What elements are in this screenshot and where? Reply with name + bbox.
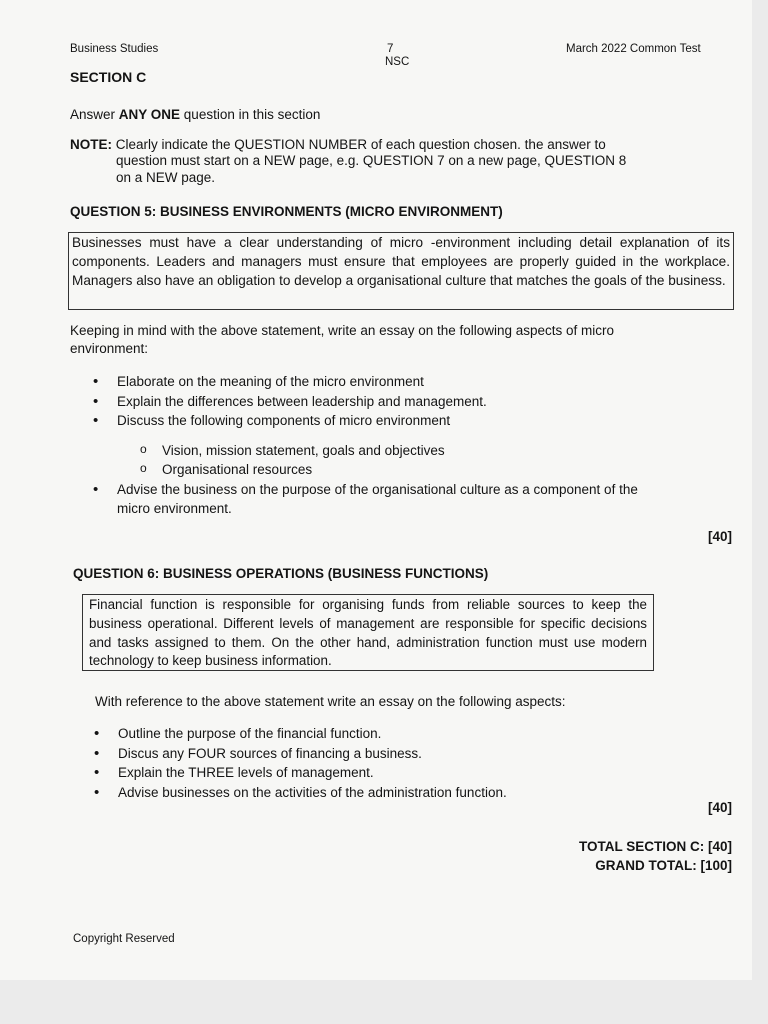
header-subject: Business Studies (70, 43, 159, 55)
instruction-prefix: Answer (70, 107, 119, 122)
header-page-number: 7 (387, 43, 394, 55)
q6-title: QUESTION 6: BUSINESS OPERATIONS (BUSINESS FUNCTIONS) (73, 566, 489, 581)
q6-marks: [40] (707, 800, 732, 815)
q6-bullet-2: • Discus any FOUR sources of financing a business. (118, 744, 507, 764)
q5-title: QUESTION 5: BUSINESS ENVIRONMENTS (MICRO ENVIRONMENT) (70, 204, 503, 219)
q5-last-bullet (117, 480, 638, 518)
q5-bullet-1: • Elaborate on the meaning of the micro environment (117, 372, 487, 392)
note-label: NOTE: (70, 137, 112, 152)
q5-bullet-4-line-2: micro environment. (117, 501, 232, 516)
q6-intro: With reference to the above statement write an essay on the following aspects: (95, 694, 566, 709)
q6-bullet-4: • Advise businesses on the activities of the administration function. (118, 783, 507, 803)
q5-bullet-list (117, 372, 487, 431)
header-nsc: NSC (385, 56, 410, 68)
q6-bullet-list (118, 724, 507, 802)
q5-bullet-4-line-1: • Advise the business on the purpose of the organisational culture as a component of the (117, 480, 638, 499)
q6-statement-text: Financial function is responsible for organising funds from reliable sources to keep the business operational. Different levels of management are responsible for specific decisions and tasks assigned to them. On the other hand, administration function must use modern technology to keep business information. (89, 597, 647, 669)
q5-statement-text: Businesses must have a clear understanding of micro -environment including detail explanation of its components. Leaders and managers must ensure that employees are properly guided in the workplace. Managers also have an obligation to develop a organisational culture that matches the goals of the business. (72, 235, 730, 288)
note-line-3: on a NEW page. (116, 170, 216, 185)
note-line-2: question must start on a NEW page, e.g. QUESTION 7 on a new page, QUESTION 8 (116, 153, 627, 168)
q6-bullet-1: • Outline the purpose of the financial function. (118, 724, 507, 744)
header-exam-date: March 2022 Common Test (566, 43, 701, 55)
q5-intro-line-2: environment: (70, 341, 149, 356)
total-section-c: TOTAL SECTION C: [40] (578, 839, 732, 854)
q6-bullet-3: • Explain the THREE levels of management. (118, 763, 507, 783)
instruction-suffix: question in this section (180, 107, 321, 122)
q5-sub-bullet-1: o Vision, mission statement, goals and objectives (162, 441, 445, 460)
instruction-line (70, 107, 320, 122)
q6-statement-box (82, 594, 654, 671)
q5-statement-box (68, 232, 734, 310)
grand-total: GRAND TOTAL: [100] (595, 858, 732, 873)
q5-sub-bullet-2: o Organisational resources (162, 460, 445, 479)
footer-copyright: Copyright Reserved (73, 933, 175, 945)
section-title: SECTION C (70, 69, 147, 85)
note-text-1: Clearly indicate the QUESTION NUMBER of each question chosen. the answer to (112, 137, 606, 152)
q5-marks: [40] (707, 529, 732, 544)
instruction-emphasis: ANY ONE (118, 107, 181, 122)
q5-bullet-2: • Explain the differences between leadership and management. (117, 392, 487, 412)
q5-sub-bullet-list (162, 441, 445, 479)
q5-bullet-3: • Discuss the following components of micro environment (117, 411, 487, 431)
q5-intro-line-1: Keeping in mind with the above statement, write an essay on the following aspects of micro (70, 323, 615, 338)
note-line-1 (70, 137, 606, 152)
